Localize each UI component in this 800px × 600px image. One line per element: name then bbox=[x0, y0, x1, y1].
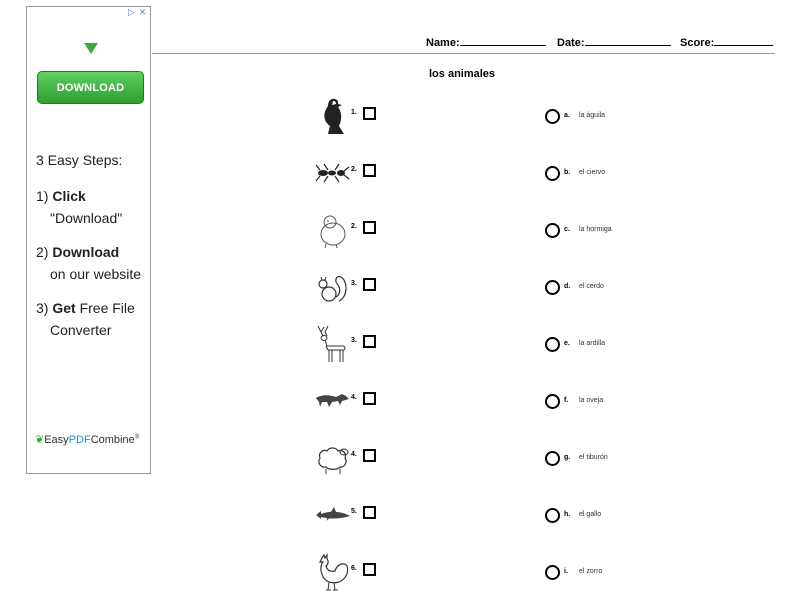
answer-radio[interactable] bbox=[545, 508, 560, 523]
answer-row bbox=[545, 280, 665, 296]
answer-checkbox[interactable] bbox=[363, 506, 376, 519]
step-2: 2) Download on our website bbox=[36, 241, 148, 285]
answer-row bbox=[545, 223, 665, 239]
answer-checkbox[interactable] bbox=[363, 563, 376, 576]
ad-close-icon[interactable]: ✕ bbox=[138, 8, 147, 18]
answer-word: el zorro bbox=[579, 568, 603, 575]
answer-radio[interactable] bbox=[545, 223, 560, 238]
ad-choices-icon[interactable]: ▷ bbox=[128, 8, 135, 18]
question-number: 2. bbox=[351, 223, 357, 230]
answer-checkbox[interactable] bbox=[363, 449, 376, 462]
down-arrow-icon bbox=[84, 43, 98, 54]
name-blank[interactable] bbox=[460, 35, 546, 46]
question-row bbox=[312, 96, 392, 136]
brand-prefix: Easy bbox=[44, 434, 69, 446]
question-row bbox=[312, 552, 392, 592]
answer-word: la ardilla bbox=[579, 340, 606, 347]
date-blank[interactable] bbox=[585, 35, 671, 46]
question-number: 2. bbox=[351, 166, 357, 173]
answer-checkbox[interactable] bbox=[363, 107, 376, 120]
answer-letter: e. bbox=[564, 340, 570, 347]
step-2-action: Download bbox=[52, 244, 120, 260]
ad-steps bbox=[36, 149, 148, 353]
answer-word: la hormiga bbox=[579, 226, 612, 233]
answer-letter: c. bbox=[564, 226, 570, 233]
answer-word: la oveja bbox=[579, 397, 604, 404]
step-3-detail-a: Free File bbox=[79, 300, 135, 316]
question-number: 6. bbox=[351, 565, 357, 572]
eagle-icon bbox=[314, 96, 350, 136]
step-1-action: Click bbox=[52, 188, 86, 204]
question-row bbox=[312, 267, 392, 307]
answer-word: el ciervo bbox=[579, 169, 606, 176]
question-number: 3. bbox=[351, 337, 357, 344]
answer-checkbox[interactable] bbox=[363, 278, 376, 291]
step-1-detail: "Download" bbox=[50, 210, 123, 226]
date-field[interactable] bbox=[557, 35, 671, 49]
header-divider bbox=[152, 53, 775, 54]
squirrel-icon bbox=[314, 267, 350, 307]
answer-row bbox=[545, 451, 665, 467]
question-row bbox=[312, 210, 392, 250]
answer-letter: f. bbox=[564, 397, 569, 404]
ad-panel bbox=[26, 6, 151, 474]
score-label: Score: bbox=[680, 37, 715, 49]
answer-row bbox=[545, 565, 665, 581]
answer-row bbox=[545, 109, 665, 125]
question-number: 1. bbox=[351, 109, 357, 116]
pig-icon bbox=[314, 210, 350, 250]
leaf-icon: ❦ bbox=[35, 434, 45, 446]
download-button[interactable]: DOWNLOAD bbox=[37, 71, 144, 104]
answer-word: la águila bbox=[579, 112, 606, 119]
answer-word: el tiburón bbox=[579, 454, 608, 461]
shark-icon bbox=[314, 495, 350, 535]
answer-row bbox=[545, 508, 665, 524]
answer-checkbox[interactable] bbox=[363, 392, 376, 405]
step-3-action: Get bbox=[52, 300, 76, 316]
answer-letter: g. bbox=[564, 454, 571, 461]
brand-logo[interactable] bbox=[35, 433, 139, 446]
answer-radio[interactable] bbox=[545, 337, 560, 352]
answer-checkbox[interactable] bbox=[363, 335, 376, 348]
answer-radio[interactable] bbox=[545, 451, 560, 466]
deer-icon bbox=[314, 324, 350, 364]
answer-row bbox=[545, 394, 665, 410]
answer-word: el cerdo bbox=[579, 283, 604, 290]
brand-suffix: Combine bbox=[90, 434, 135, 446]
answer-letter: i. bbox=[564, 568, 568, 575]
question-row bbox=[312, 153, 392, 193]
question-row bbox=[312, 438, 392, 478]
question-number: 5. bbox=[351, 508, 357, 515]
answer-row bbox=[545, 166, 665, 182]
name-label: Name: bbox=[426, 37, 460, 49]
worksheet-title: los animales bbox=[429, 68, 496, 80]
answer-word: el gallo bbox=[579, 511, 602, 518]
question-row bbox=[312, 324, 392, 364]
step-2-detail: on our website bbox=[50, 266, 142, 282]
answer-radio[interactable] bbox=[545, 280, 560, 295]
answer-checkbox[interactable] bbox=[363, 221, 376, 234]
answer-row bbox=[545, 337, 665, 353]
fox-icon bbox=[314, 381, 350, 421]
score-field[interactable] bbox=[680, 35, 773, 49]
ad-choices[interactable] bbox=[127, 9, 147, 18]
sheep-icon bbox=[314, 438, 350, 478]
name-field[interactable] bbox=[426, 35, 546, 49]
step-3: 3) Get Free File Converter bbox=[36, 297, 148, 341]
step-3-detail-b: Converter bbox=[50, 322, 112, 338]
date-label: Date: bbox=[557, 37, 585, 49]
answer-letter: a. bbox=[564, 112, 570, 119]
question-row bbox=[312, 495, 392, 535]
question-number: 3. bbox=[351, 280, 357, 287]
question-number: 4. bbox=[351, 451, 357, 458]
answer-letter: b. bbox=[564, 169, 571, 176]
answer-radio[interactable] bbox=[545, 565, 560, 580]
answer-radio[interactable] bbox=[545, 394, 560, 409]
answer-letter: h. bbox=[564, 511, 571, 518]
score-blank[interactable] bbox=[714, 35, 773, 46]
answer-radio[interactable] bbox=[545, 166, 560, 181]
brand-mid: PDF bbox=[68, 434, 91, 446]
answer-checkbox[interactable] bbox=[363, 164, 376, 177]
ant-icon bbox=[314, 153, 350, 193]
question-number: 4. bbox=[351, 394, 357, 401]
brand-mark: ® bbox=[134, 434, 140, 441]
answer-radio[interactable] bbox=[545, 109, 560, 124]
question-row bbox=[312, 381, 392, 421]
step-1: 1) Click "Download" bbox=[36, 185, 148, 229]
answer-letter: d. bbox=[564, 283, 571, 290]
steps-heading: 3 Easy Steps: bbox=[36, 152, 123, 168]
rooster-icon bbox=[314, 552, 350, 592]
